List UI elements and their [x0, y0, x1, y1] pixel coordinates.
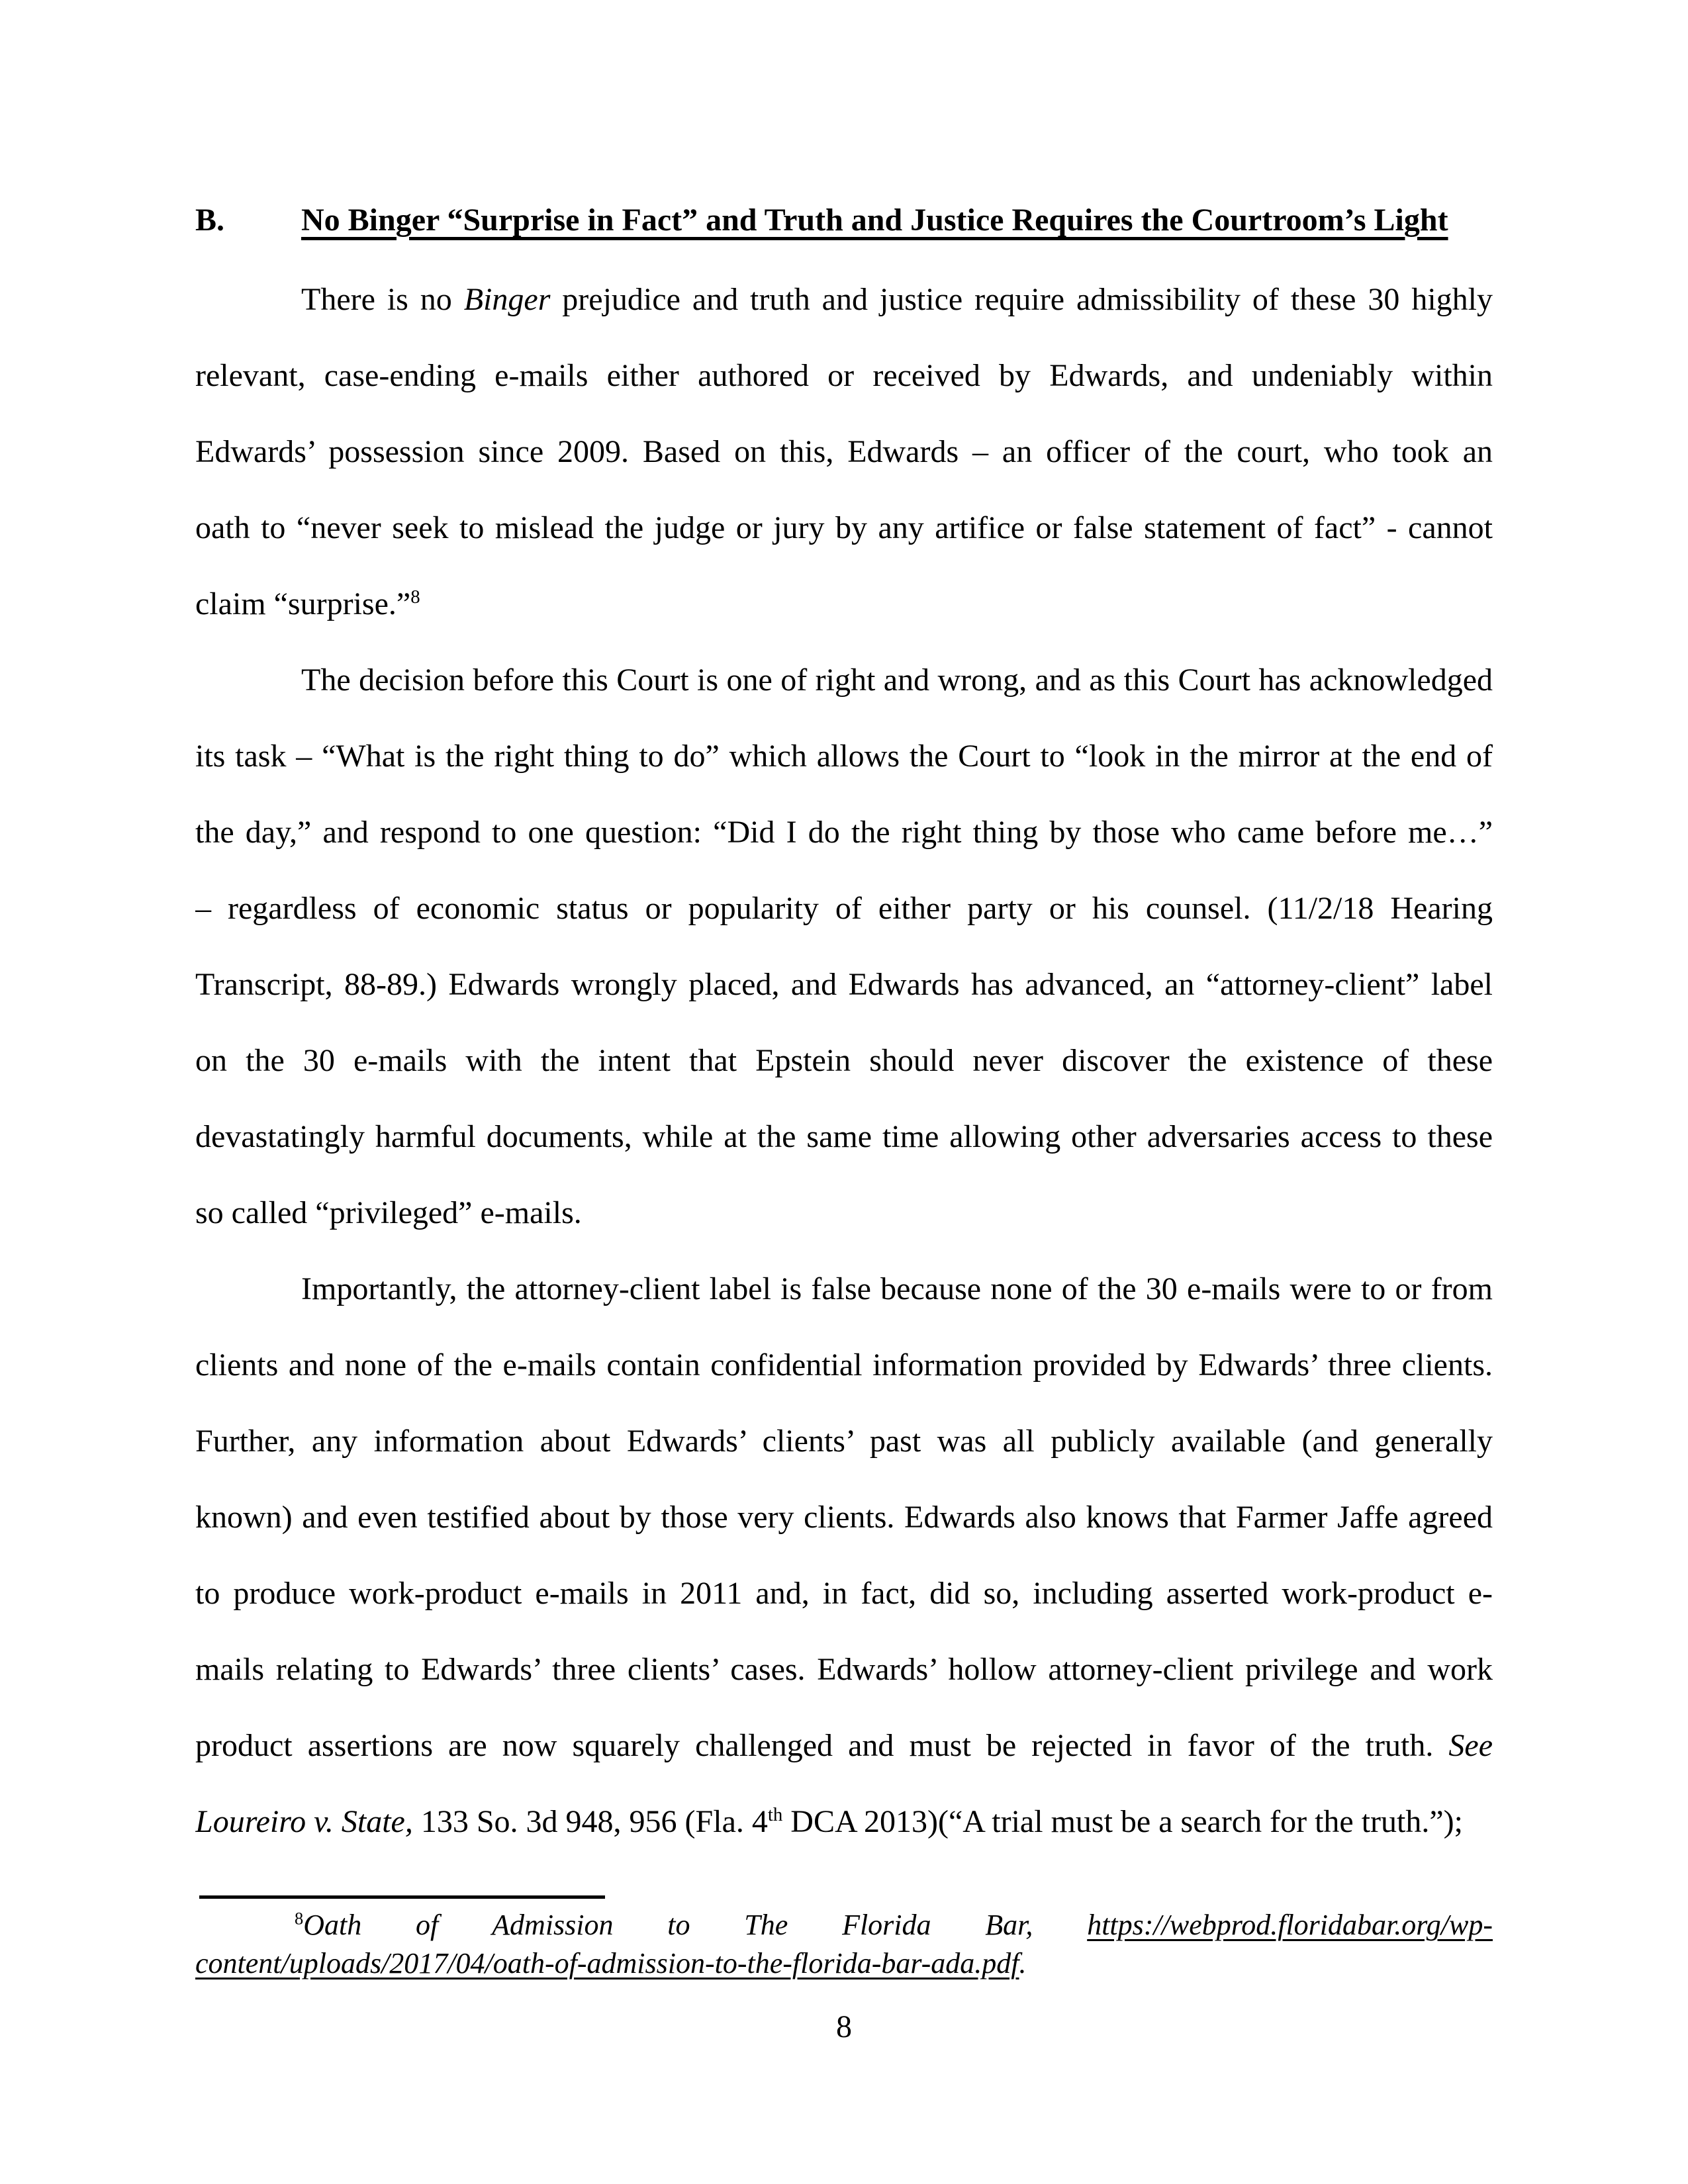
text-segment: See [1448, 1728, 1493, 1763]
text-segment: relevant, case-ending e-mails either authored or received by Edwards, and undeniably within [195, 358, 1493, 393]
text-segment: Transcript, 88-89.) Edwards wrongly placed, and Edwards has advanced, an “attorney-client” label [195, 967, 1493, 1002]
text-segment: Loureiro v. State, [195, 1804, 413, 1839]
text-segment: so called “privileged” e-mails. [195, 1195, 582, 1230]
text-segment: clients and none of the e-mails contain confidential information provided by Edwards’ three clients. [195, 1347, 1493, 1383]
text-segment: its task – “What is the right thing to do” which allows the Court to “look in the mirror at the end of [195, 739, 1493, 774]
text-line [195, 718, 1493, 794]
text-line [195, 1707, 1493, 1784]
text-segment: Edwards’ possession since 2009. Based on this, Edwards – an officer of the court, who took an [195, 434, 1493, 469]
text-segment: DCA 2013)(“A trial must be a search for the truth.”); [782, 1804, 1463, 1839]
text-segment: on the 30 e-mails with the intent that Epstein should never discover the existence of these [195, 1043, 1493, 1078]
text-line [195, 870, 1493, 946]
text-line [195, 794, 1493, 870]
text-line [195, 490, 1493, 566]
footnote [195, 1906, 1493, 1983]
section-title: No Binger “Surprise in Fact” and Truth and Justice Requires the Courtroom’s Light [301, 203, 1448, 238]
text-line [195, 1631, 1493, 1707]
text-segment: . [1019, 1947, 1027, 1979]
body-text [195, 261, 1493, 1860]
text-segment: – regardless of economic status or popularity of either party or his counsel. (11/2/18 Hearing [195, 891, 1493, 926]
text-segment: to produce work-product e-mails in 2011 and, in fact, did so, including asserted work-product e- [195, 1576, 1493, 1611]
text-line [195, 1403, 1493, 1479]
text-segment: There is no [301, 282, 464, 317]
text-line [195, 1327, 1493, 1403]
footnote-url-link[interactable]: content/uploads/2017/04/oath-of-admission-to-the-florida-bar-ada.pdf [195, 1947, 1019, 1979]
text-line [195, 642, 1493, 718]
text-segment: devastatingly harmful documents, while at the same time allowing other adversaries access to these [195, 1119, 1493, 1154]
footnote-reference: 8 [410, 586, 420, 608]
text-line [195, 1944, 1493, 1983]
text-segment: Binger [463, 282, 551, 317]
text-line [195, 566, 1493, 642]
text-segment: claim “surprise.” [195, 586, 411, 621]
text-line [195, 1251, 1493, 1327]
section-heading [195, 200, 1493, 241]
text-segment: oath to “never seek to mislead the judge or jury by any artifice or false statement of fact” - cannot [195, 510, 1493, 545]
footnote-reference: th [767, 1804, 783, 1825]
text-line [195, 261, 1493, 338]
text-segment: Oath of Admission to The Florida Bar, [303, 1909, 1088, 1941]
footnote-url-link[interactable]: https://webprod.floridabar.org/wp- [1087, 1909, 1493, 1941]
text-line [195, 1906, 1493, 1944]
text-segment: product assertions are now squarely challenged and must be rejected in favor of the truth. [195, 1728, 1449, 1763]
text-segment: mails relating to Edwards’ three clients’ cases. Edwards’ hollow attorney-client privilege and work [195, 1652, 1493, 1687]
text-line [195, 1175, 1493, 1251]
text-line [195, 338, 1493, 414]
text-line [195, 1555, 1493, 1631]
text-line [195, 946, 1493, 1023]
page-number: 8 [836, 2009, 852, 2044]
text-segment: The decision before this Court is one of right and wrong, and as this Court has acknowledged [301, 662, 1493, 698]
text-segment: known) and even testified about by those very clients. Edwards also knows that Farmer Jaffe agreed [195, 1500, 1493, 1535]
text-line [195, 414, 1493, 490]
footnote-reference: 8 [295, 1908, 304, 1929]
text-line [195, 1479, 1493, 1555]
text-line [195, 1099, 1493, 1175]
text-segment: Importantly, the attorney-client label is false because none of the 30 e-mails were to or from [301, 1271, 1493, 1306]
text-line [195, 1784, 1493, 1860]
text-line [195, 1023, 1493, 1099]
text-segment: 133 So. 3d 948, 956 (Fla. 4 [412, 1804, 768, 1839]
footnote-separator [199, 1895, 605, 1899]
section-label: B. [195, 203, 225, 238]
text-segment: prejudice and truth and justice require admissibility of these 30 highly [550, 282, 1493, 317]
text-segment: Further, any information about Edwards’ clients’ past was all publicly available (and generally [195, 1424, 1493, 1459]
text-segment: the day,” and respond to one question: “Did I do the right thing by those who came before me…” [195, 815, 1493, 850]
